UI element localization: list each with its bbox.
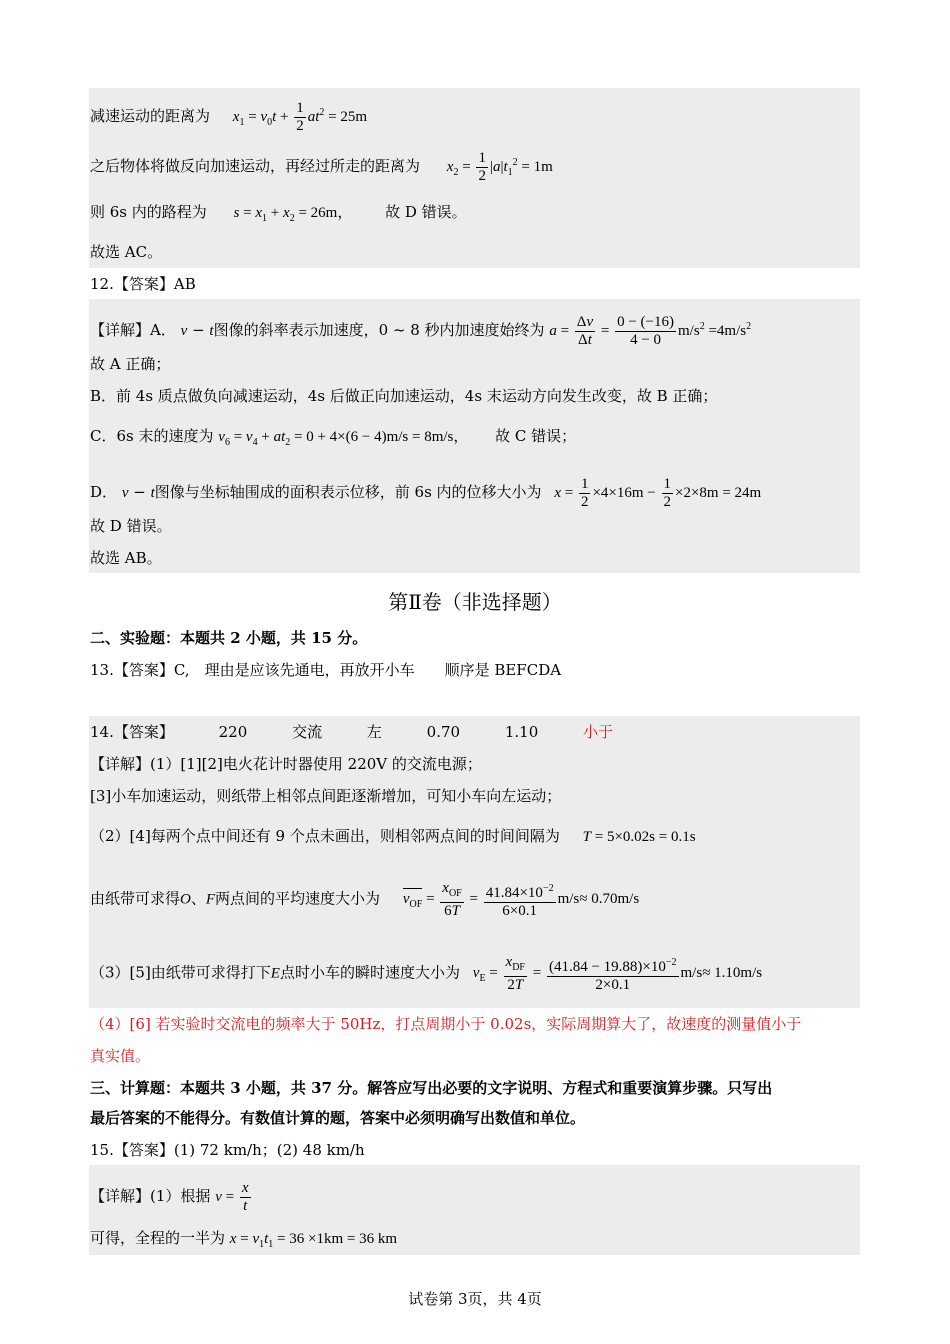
section-title: 第Ⅱ卷（非选择题）: [388, 590, 562, 614]
q12-a: 【详解】A． v − t图像的斜率表示加速度，0 ~ 8 秒内加速度始终为 a = $\frac{\Delta v}{\Delta t}$ = $\frac{0 - (-16)}{4 - 0}$ $m/s^2 =4m/s^2$: [90, 314, 752, 348]
q11-line-2: 之后物体将做反向加速运动，再经过所走的距离为 $x_2$ = $\frac{1}{2}$ $|a|t_1^2 = 1m$: [90, 150, 553, 184]
q14-red-1: （4）[6] 若实验时交流电的频率大于 50Hz，打点周期小于 0.02s，实际周期算大了，故速度的测量值小于: [90, 1015, 802, 1033]
q12-b: B．前 4s 质点做负向减速运动，4s 后做正向加速运动，4s 末运动方向发生改变，故 B 正确；: [90, 387, 718, 405]
q14-detail-1: 【详解】(1）[1][2]电火花计时器使用 220V 的交流电源；: [90, 755, 482, 773]
q12-answer: 12.【答案】AB: [90, 275, 196, 293]
q12-d2: 故 D 错误。: [90, 517, 172, 535]
page-footer: 试卷第 3页，共 4页: [408, 1290, 542, 1308]
section-3-heading-2: 最后答案的不能得分。有数值计算的题，答案中必须明确写出数值和单位。: [90, 1109, 586, 1127]
q12-d: D． v − t图像与坐标轴围成的面积表示位移，前 6s 内的位移大小为 x = $\frac{1}{2}$ ×4×16m − $\frac{1}{2}$ ×2×8m = 24m: [90, 476, 762, 510]
q13-answer: 13.【答案】C, 理由是应该先通电，再放开小车 顺序是 BEFCDA: [90, 661, 562, 679]
q15-detail-2: 可得，全程的一半为 $x = v_1t_1 = 36 \times 1km = 36$ km: [90, 1229, 397, 1250]
q15-answer: 15.【答案】(1) 72 km/h；(2) 48 km/h: [90, 1141, 365, 1159]
q14-answer: 14.【答案】 220 交流 左 0.70 1.10 小于: [90, 723, 614, 741]
q12-choose: 故选 AB。: [90, 549, 162, 567]
q11-line-3: 则 6s 内的路程为 $s = x_1 + x_2 = 26m$， 故 D 错误。: [90, 203, 467, 224]
section-2-heading: 二、实验题：本题共 2 小题，共 15 分。: [90, 629, 368, 647]
section-3-heading-1: 三、计算题：本题共 3 小题，共 37 分。解答应写出必要的文字说明、方程式和重要演算步骤。只写出: [90, 1079, 773, 1097]
q12-c: C．6s 末的速度为 $v_6 = v_4 + at_2 = 0 + 4\times(6 - 4)m/s = 8m/s$， 故 C 错误；: [90, 427, 577, 448]
q14-detail-2: [3]小车加速运动，则纸带上相邻点间距逐渐增加，可知小车向左运动；: [90, 787, 562, 805]
q14-detail-5: （3）[5]由纸带可求得打下E点时小车的瞬时速度大小为 $v_E$ = $\frac{x_{DF}}{2T}$ = $\frac{(41.84 - 19.88)\times 10^{-2}}{2\times 0.1}$ m/s≈ 1.10m/s: [90, 954, 763, 993]
q11-line-4: 故选 AC。: [90, 243, 163, 261]
q14-red-2: 真实值。: [90, 1047, 151, 1065]
q15-detail-1: 【详解】(1）根据 v = $\frac{x}{t}$: [90, 1180, 249, 1214]
q14-detail-4: 由纸带可求得O、F两点间的平均速度大小为 $v_{OF}$ = $\frac{x_{OF}}{6T}$ = $\frac{41.84\times 10^{-2}}{6\times 0.1}$ m/s≈ 0.70m/s: [90, 880, 640, 919]
q12-a2: 故 A 正确；: [90, 355, 171, 373]
q11-line-1: 减速运动的距离为 $x_1 = v_0t$ + $\frac{1}{2}$ $at^2 = 25m$: [90, 100, 368, 134]
q14-detail-3: （2）[4]每两个点中间还有 9 个点未画出，则相邻两点间的时间间隔为 T = 5×0.02s = 0.1s: [90, 827, 696, 845]
